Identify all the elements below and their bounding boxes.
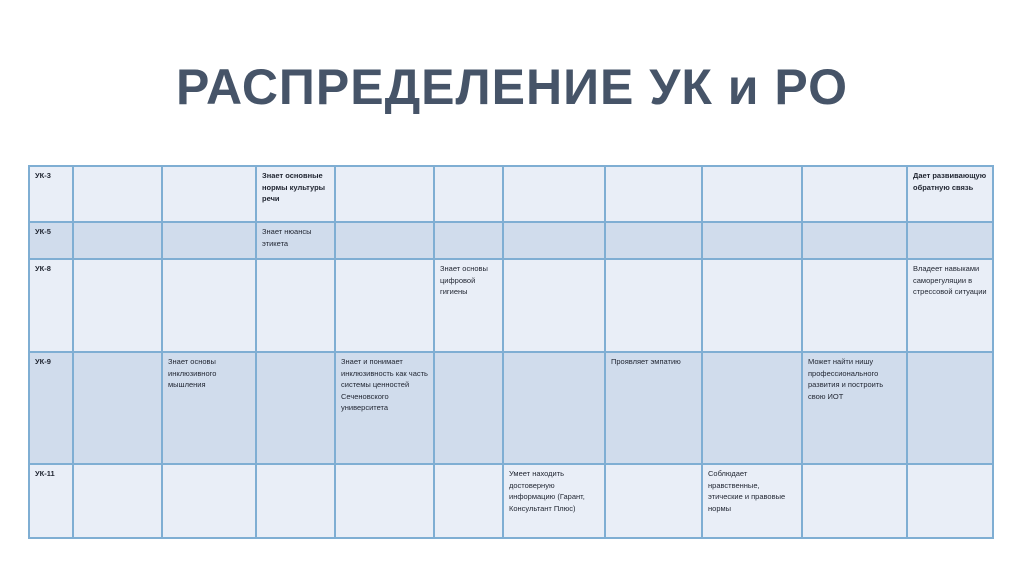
table-cell <box>503 166 605 222</box>
table-cell <box>162 259 256 352</box>
table-cell <box>73 464 162 538</box>
table-cell <box>802 464 907 538</box>
table-cell <box>605 464 702 538</box>
table-cell <box>605 259 702 352</box>
table-cell: Дает развивающую обратную связь <box>907 166 993 222</box>
slide-title: РАСПРЕДЕЛЕНИЕ УК и РО <box>176 59 848 115</box>
table-row-uk8 <box>29 259 993 352</box>
table-cell <box>702 352 802 464</box>
row-label: УК-11 <box>29 464 73 538</box>
table-cell <box>434 222 503 259</box>
table-cell: Знает основные нормы культуры речи <box>256 166 335 222</box>
table-cell <box>702 166 802 222</box>
table-cell: Знает основы инклюзивного мышления <box>162 352 256 464</box>
row-label: УК-5 <box>29 222 73 259</box>
row-label: УК-9 <box>29 352 73 464</box>
table-cell: Соблюдает нравственные, этические и правовые нормы <box>702 464 802 538</box>
table-cell <box>503 352 605 464</box>
table-row-uk3 <box>29 166 993 222</box>
table-cell <box>802 166 907 222</box>
table-cell <box>335 166 434 222</box>
table-cell <box>434 464 503 538</box>
table-cell <box>335 464 434 538</box>
table-cell <box>162 464 256 538</box>
table-cell <box>162 222 256 259</box>
table-row-uk9 <box>29 352 993 464</box>
table-cell: Знает нюансы этикета <box>256 222 335 259</box>
table-cell: Знает основы цифровой гигиены <box>434 259 503 352</box>
table-cell <box>335 222 434 259</box>
table-cell <box>434 166 503 222</box>
row-label: УК-8 <box>29 259 73 352</box>
table-cell <box>73 166 162 222</box>
table-cell <box>503 222 605 259</box>
table-cell <box>702 259 802 352</box>
table-cell <box>802 259 907 352</box>
table-row-uk11 <box>29 464 993 538</box>
table-cell <box>605 166 702 222</box>
table-cell <box>605 222 702 259</box>
competency-table <box>28 165 994 539</box>
table-cell <box>503 259 605 352</box>
table-cell: Владеет навыками саморегуляции в стрессовой ситуации <box>907 259 993 352</box>
table-cell <box>73 222 162 259</box>
table-cell: Знает и понимает инклюзивность как часть системы ценностей Сеченовского университета <box>335 352 434 464</box>
table-cell <box>73 352 162 464</box>
table-cell <box>434 352 503 464</box>
table-cell <box>335 259 434 352</box>
table-cell <box>256 259 335 352</box>
table-cell <box>907 352 993 464</box>
table-cell: Проявляет эмпатию <box>605 352 702 464</box>
table-cell <box>256 464 335 538</box>
table-cell <box>702 222 802 259</box>
table-cell <box>907 464 993 538</box>
table-cell: Умеет находить достоверную информацию (Гарант, Консультант Плюс) <box>503 464 605 538</box>
row-label: УК-3 <box>29 166 73 222</box>
table-cell <box>907 222 993 259</box>
table-cell <box>162 166 256 222</box>
table-cell <box>73 259 162 352</box>
table-cell <box>256 352 335 464</box>
table-cell <box>802 222 907 259</box>
table-row-uk5 <box>29 222 993 259</box>
table-cell: Может найти нишу профессионального развития и построить свою ИОТ <box>802 352 907 464</box>
